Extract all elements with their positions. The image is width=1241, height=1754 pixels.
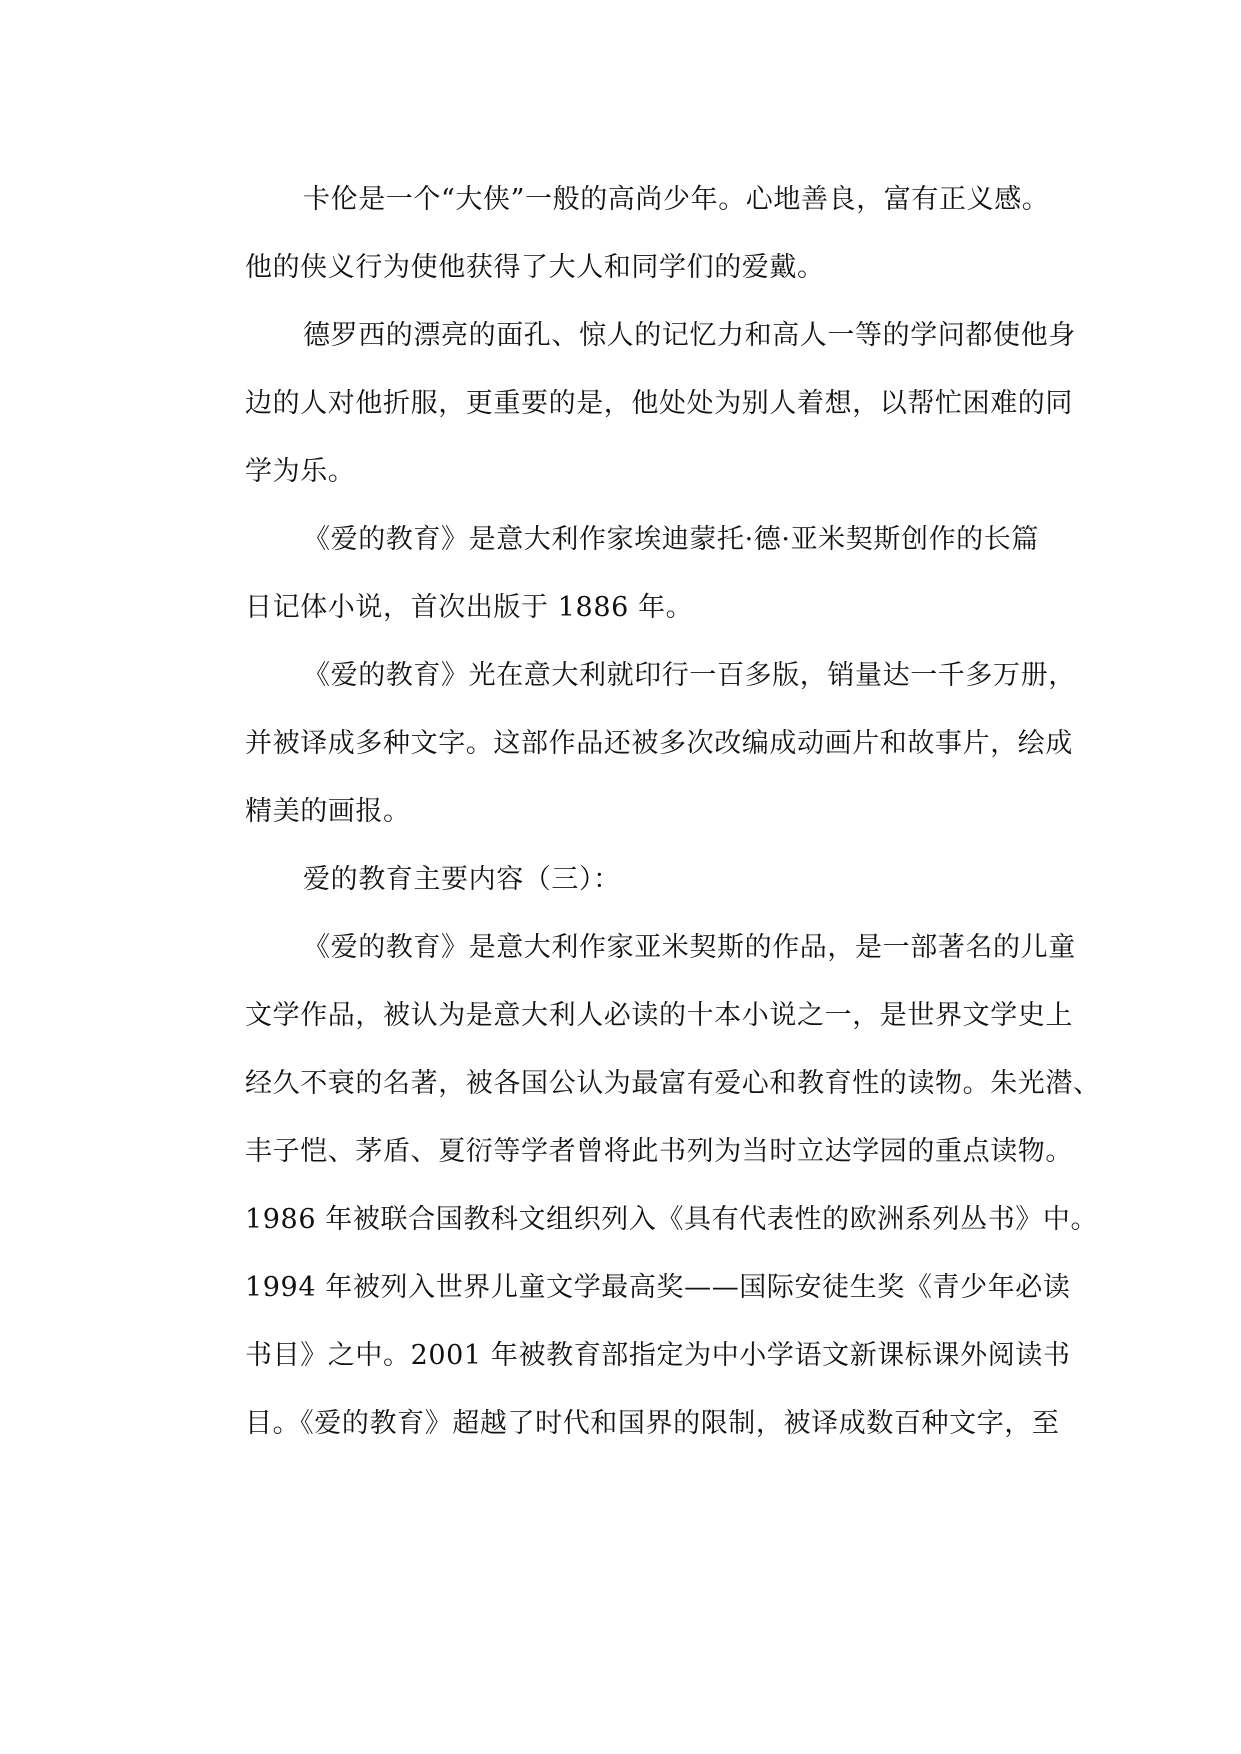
text-line: 德罗西的漂亮的面孔、惊人的记忆力和高人一等的学问都使他身 — [303, 320, 1076, 351]
text-line: 1986 年被联合国教科文组织列入《具有代表性的欧洲系列丛书》中。 — [245, 1204, 1099, 1235]
text-line: 目。《爱的教育》超越了时代和国界的限制，被译成数百种文字，至 — [245, 1408, 1060, 1439]
text-line: 《爱的教育》是意大利作家亚米契斯的作品，是一部著名的儿童 — [303, 932, 1076, 963]
text-line: 书目》之中。2001 年被教育部指定为中小学语文新课标课外阅读书 — [245, 1340, 1071, 1371]
text-line: 精美的画报。 — [245, 796, 411, 827]
text-line: 《爱的教育》是意大利作家埃迪蒙托·德·亚米契斯创作的长篇 — [303, 524, 1039, 555]
text-line: 并被译成多种文字。这部作品还被多次改编成动画片和故事片，绘成 — [245, 728, 1073, 759]
document-body — [187, 166, 1101, 1458]
paragraph-book-intro — [187, 506, 1055, 642]
paragraph-book-sales — [187, 642, 1076, 846]
text-line: 学为乐。 — [245, 456, 356, 487]
paragraph-deluoxi — [187, 302, 1076, 506]
text-line: 丰子恺、茅盾、夏衍等学者曾将此书列为当时立达学园的重点读物。 — [245, 1136, 1073, 1167]
text-line: 文学作品，被认为是意大利人必读的十本小说之一，是世界文学史上 — [245, 1000, 1073, 1031]
section-heading — [187, 846, 1055, 914]
text-line: 他的侠义行为使他获得了大人和同学们的爱戴。 — [245, 252, 825, 283]
paragraph-kalun — [187, 166, 1055, 302]
paragraph-book-summary — [187, 914, 1101, 1458]
text-line: 爱的教育主要内容（三）： — [303, 864, 621, 895]
text-line: 经久不衰的名著，被各国公认为最富有爱心和教育性的读物。朱光潜、 — [245, 1068, 1101, 1099]
text-line: 日记体小说，首次出版于 1886 年。 — [245, 592, 694, 623]
text-line: 卡伦是一个“大侠”一般的高尚少年。心地善良，富有正义感。 — [303, 184, 1050, 215]
text-line: 1994 年被列入世界儿童文学最高奖——国际安徒生奖《青少年必读 — [245, 1272, 1071, 1303]
text-line: 《爱的教育》光在意大利就印行一百多版，销量达一千多万册， — [303, 660, 1076, 691]
text-line: 边的人对他折服，更重要的是，他处处为别人着想，以帮忙困难的同 — [245, 388, 1073, 419]
